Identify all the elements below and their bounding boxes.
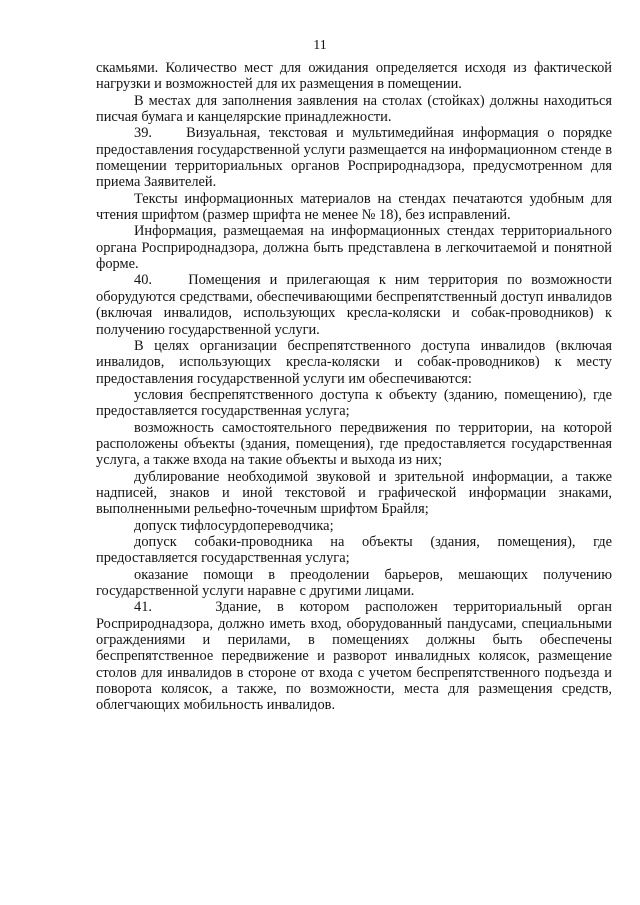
list-item-barrier-help: оказание помощи в преодолении барьеров, мешающих получению государственной услуги наравне с другими лицами. <box>96 566 612 599</box>
document-body <box>96 60 612 714</box>
paragraph-info-readable: Информация, размещаемая на информационных стендах территориального органа Росприроднадзора, должна быть представлена в легкочитаемой и понятной форме. <box>96 223 612 273</box>
paragraph-waiting-seats: скамьями. Количество мест для ожидания определяется исходя из фактической нагрузки и возможностей для их размещения в помещении. <box>96 60 612 93</box>
list-item-guide-dog: допуск собаки-проводника на объекты (здания, помещения), где предоставляется государственная услуга; <box>96 533 612 567</box>
paragraph-40-premises: 40. Помещения и прилегающая к ним территория по возможности оборудуются средствами, обеспечивающими беспрепятственный доступ инвалидов (включая инвалидов, использующих кресла-коляски и собак-проводников) к получению государственной услуги. <box>96 272 612 338</box>
paragraph-writing-supplies: В местах для заполнения заявления на столах (стойках) должны находиться писчая бумага и канцелярские принадлежности. <box>96 92 612 126</box>
list-item-braille-duplication: дублирование необходимой звуковой и зрительной информации, а также надписей, знаков и иной текстовой и графической информации знаками, выполненными рельефно-точечным шрифтом Брайля; <box>96 468 612 518</box>
page-number: 11 <box>313 38 327 53</box>
list-item-sign-interpreter: допуск тифлосурдопереводчика; <box>134 517 334 534</box>
paragraph-accessibility-intro: В целях организации беспрепятственного доступа инвалидов (включая инвалидов, использующих кресла-коляски и собак-проводников) к месту предоставления государственной услуги им обеспечиваются: <box>96 337 612 387</box>
list-item-access-conditions: условия беспрепятственного доступа к объекту (зданию, помещению), где предоставляется государственная услуга; <box>96 386 612 420</box>
paragraph-41-building: 41. Здание, в котором расположен территориальный орган Росприроднадзора, должно иметь вход, оборудованный пандусами, специальными ограждениями и перилами, в помещениях должны быть обеспечены беспрепятственное передвижение и разворот инвалидных колясок, размещение столов для инвалидов в стороне от входа с учетом беспрепятственного подъезда и поворота колясок, а также, по возможности, места для размещения средств, облегчающих мобильность инвалидов. <box>96 599 612 714</box>
paragraph-39-info-stand: 39. Визуальная, текстовая и мультимедийная информация о порядке предоставления государственной услуги размещается на информационном стенде в помещении территориальных органов Росприроднадзора, предусмотренном для приема Заявителей. <box>96 125 612 191</box>
list-item-independent-movement: возможность самостоятельного передвижения по территории, на которой расположены объекты (здания, помещения), где предоставляется государственная услуга, а также входа на такие объекты и выхода из них; <box>96 419 612 469</box>
paragraph-stand-font: Тексты информационных материалов на стендах печатаются удобным для чтения шрифтом (размер шрифта не менее № 18), без исправлений. <box>96 190 612 224</box>
